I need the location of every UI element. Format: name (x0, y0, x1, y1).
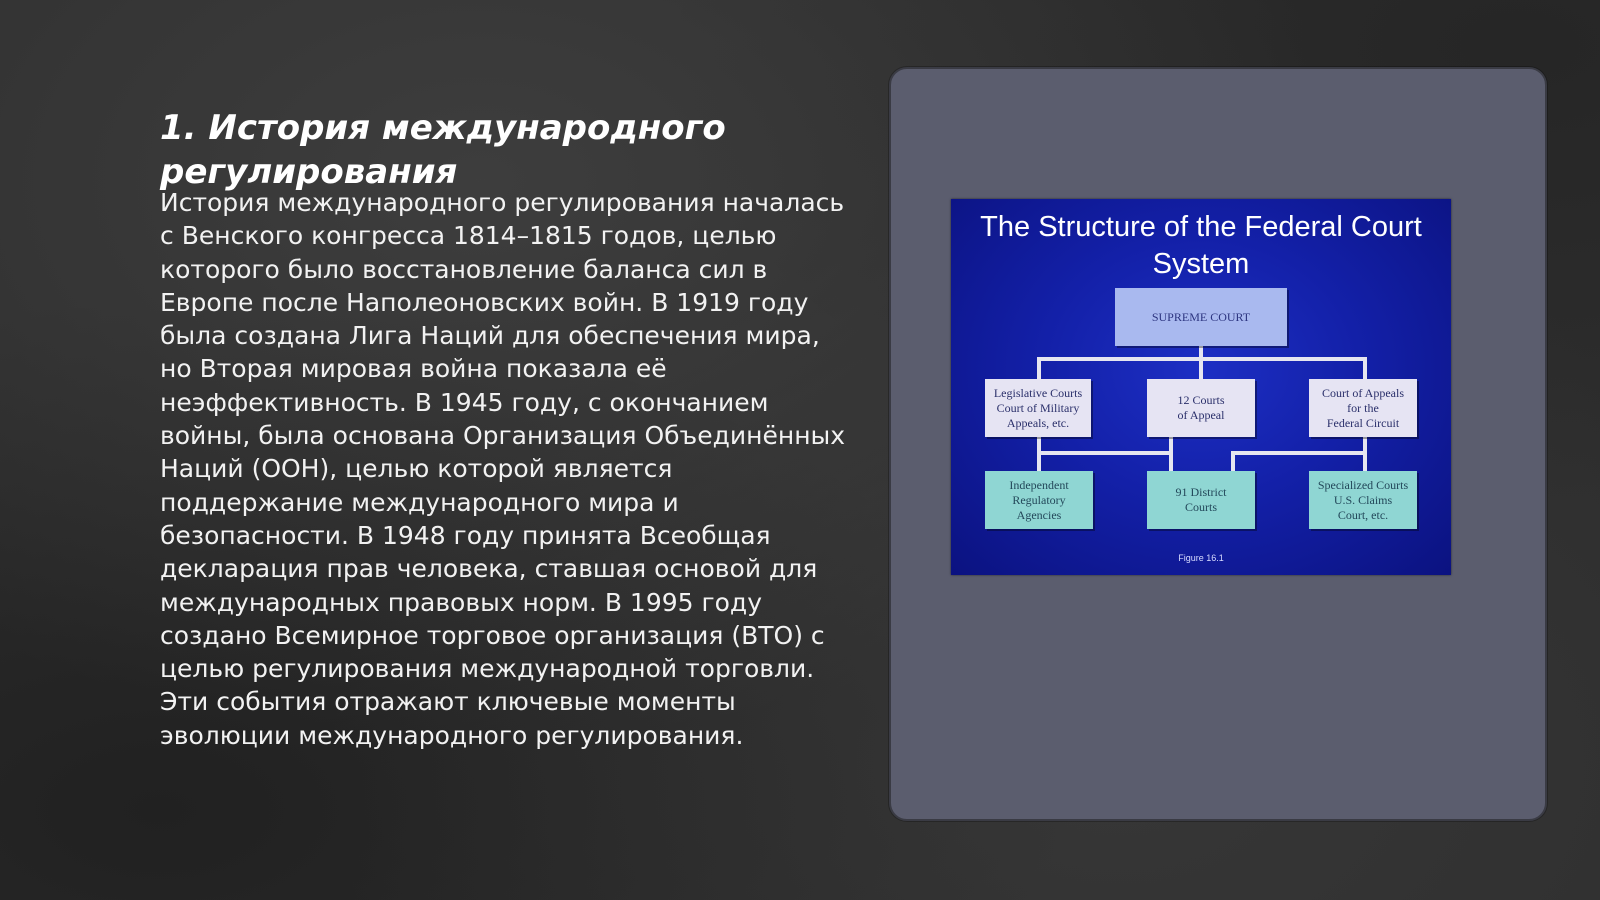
box-district-courts: 91 District Courts (1147, 471, 1255, 529)
connector-row3-right-horizontal (1231, 451, 1367, 455)
connector-row3-left-horizontal (1037, 451, 1171, 455)
box-supreme-court: SUPREME COURT (1115, 288, 1287, 346)
box-federal-circuit: Court of Appeals for the Federal Circuit (1309, 379, 1417, 437)
connector-federal-circuit-down (1363, 357, 1367, 379)
connector-appeals-down (1199, 357, 1203, 379)
slide-body-text: История международного регулирования началась с Венского конгресса 1814–1815 годов, целью которого было восстановление баланса сил в Европе после Наполеоновских войн. В 1919 году была создана Лига Наций для обеспечения мира, но Вторая мировая война показала её неэффективность. В 1945 году, с окончанием войны, была основана Организация Объединённых Наций (ООН), целью которой является поддержание международного мира и безопасности. В 1948 году принята Всеобщая декларация прав человека, ставшая основой для международных правовых норм. В 1995 году создано Всемирное торговое организация (ВТО) с целью регулирования международной торговли. Эти события отражают ключевые моменты эволюции международного регулирования. (160, 188, 846, 750)
box-independent-agencies: Independent Regulatory Agencies (985, 471, 1093, 529)
connector-legislative-down (1037, 357, 1041, 379)
figure-caption: Figure 16.1 (1178, 553, 1224, 563)
box-legislative-courts: Legislative Courts Court of Military Appeals, etc. (985, 379, 1091, 437)
connector-appeals-to-district (1169, 435, 1173, 471)
connector-federal-circuit-to-specialized (1363, 435, 1367, 471)
box-specialized-courts: Specialized Courts U.S. Claims Court, etc. (1309, 471, 1417, 529)
box-courts-of-appeal: 12 Courts of Appeal (1147, 379, 1255, 437)
slide-title: 1. История международного регулирования (160, 108, 726, 192)
court-system-diagram (951, 199, 1451, 575)
connector-district-right (1231, 451, 1235, 471)
figure-panel (889, 67, 1547, 821)
diagram-title: The Structure of the Federal Court System (980, 211, 1422, 280)
